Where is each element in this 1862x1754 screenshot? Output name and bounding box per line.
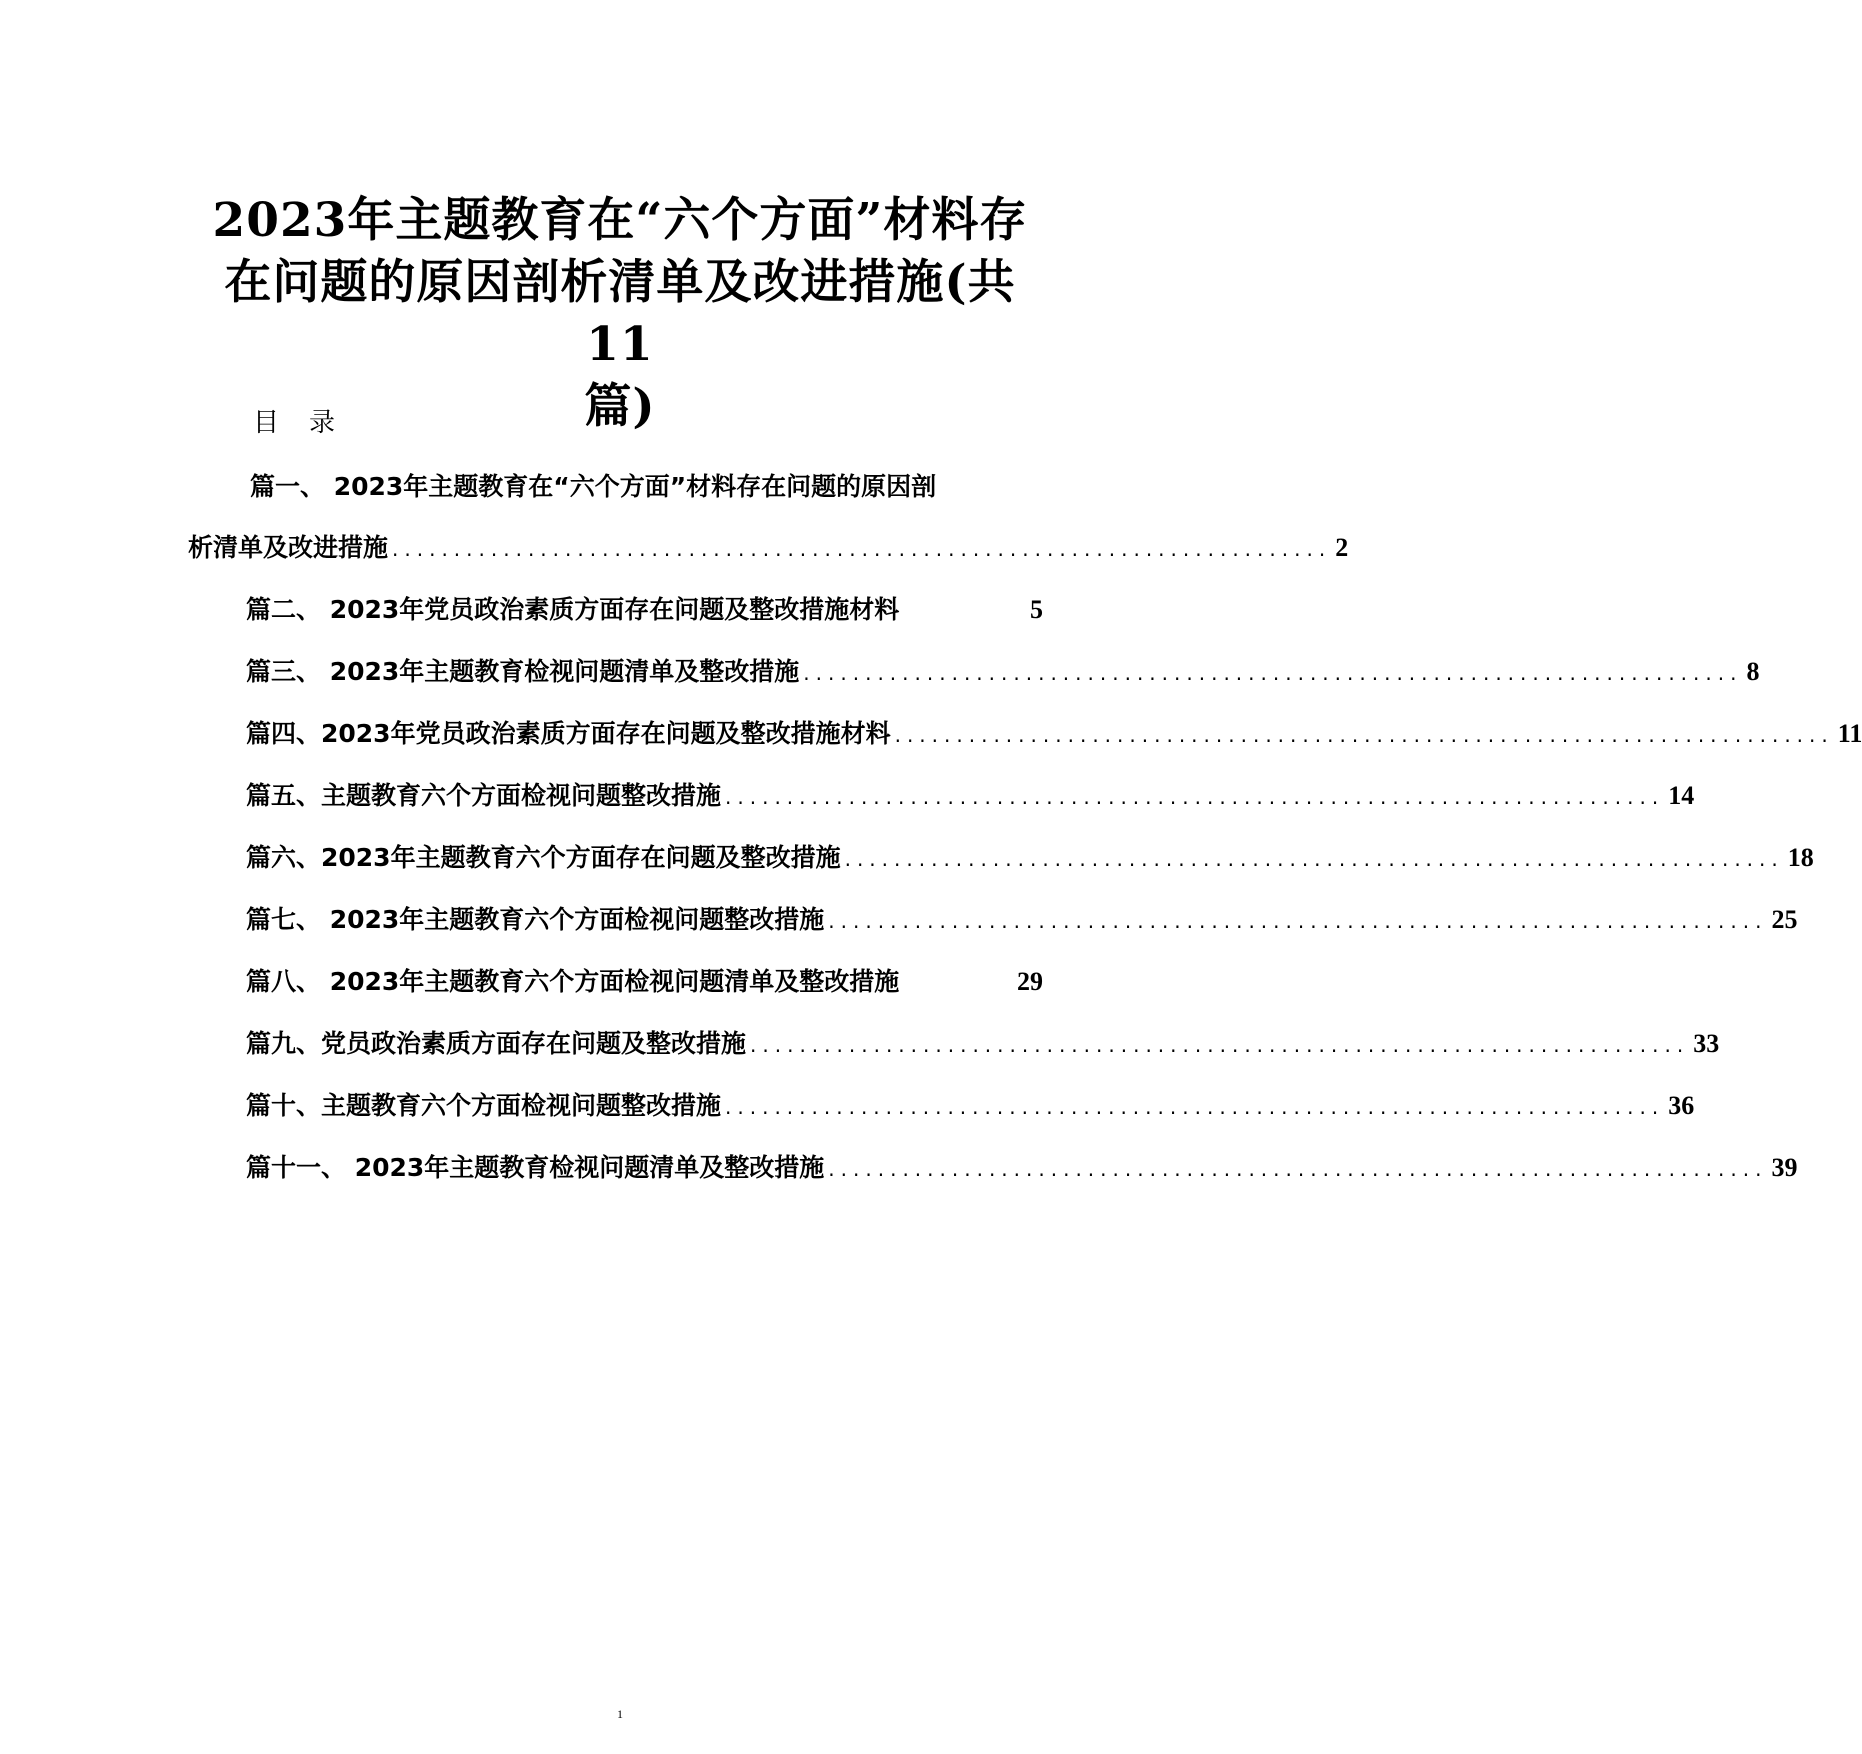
- toc-entry-label: 篇四、2023年党员政治素质方面存在问题及整改措施材料: [246, 719, 891, 748]
- toc-page-number: 29: [1017, 967, 1043, 996]
- toc-leader-dots: ............................................................................: [844, 847, 1784, 871]
- toc-entry-label: 篇七、 2023年主题教育六个方面检视问题整改措施: [246, 905, 825, 934]
- toc-page-number: 14: [1668, 781, 1695, 810]
- toc-entry-3[interactable]: [246, 652, 1760, 688]
- title-line-1: 2023年主题教育在“六个方面”材料存: [212, 193, 1028, 248]
- toc-entry-label: 篇六、2023年主题教育六个方面存在问题及整改措施: [246, 843, 841, 872]
- toc-heading: 目录: [253, 408, 366, 438]
- toc-entry-label: 篇三、 2023年主题教育检视问题清单及整改措施: [246, 657, 800, 686]
- toc-entry-label: 析清单及改进措施: [188, 533, 389, 562]
- toc-entry-4[interactable]: [246, 714, 1862, 750]
- toc-page-number: 39: [1771, 1153, 1798, 1182]
- toc-page-number: 33: [1693, 1029, 1720, 1058]
- toc-page-number: 36: [1668, 1091, 1695, 1120]
- toc-leader-dots: ............................................................................: [750, 1033, 1690, 1057]
- toc-entry-11[interactable]: [246, 1148, 1798, 1184]
- toc-entry-1[interactable]: [188, 528, 1349, 564]
- toc-entry-9[interactable]: [246, 1024, 1720, 1060]
- toc-page-number: 8: [1746, 657, 1760, 686]
- toc-entry-1-line1[interactable]: 篇一、 2023年主题教育在“六个方面”材料存在问题的原因剖: [250, 472, 937, 501]
- toc-entry-label: 篇八、 2023年主题教育六个方面检视问题清单及整改措施: [246, 967, 900, 996]
- page-number-footer: 1: [617, 1707, 623, 1721]
- toc-entry-8[interactable]: [246, 962, 1043, 998]
- toc-leader-dots: ............................................................................: [828, 1157, 1768, 1181]
- title-line-2: 在问题的原因剖析清单及改进措施(共11: [224, 255, 1016, 372]
- toc-page-number: 18: [1787, 843, 1814, 872]
- toc-entry-label: 篇十、主题教育六个方面检视问题整改措施: [246, 1091, 722, 1120]
- toc-entry-label: 篇二、 2023年党员政治素质方面存在问题及整改措施材料: [246, 595, 900, 624]
- title-line-3: 篇): [584, 379, 656, 434]
- toc-entry-7[interactable]: [246, 900, 1798, 936]
- toc-leader-dots: ............................................................................: [803, 661, 1743, 685]
- toc-entry-6[interactable]: [246, 838, 1814, 874]
- toc-leader-dots: ............................................................................: [828, 909, 1768, 933]
- toc-entry-label: 篇九、党员政治素质方面存在问题及整改措施: [246, 1029, 747, 1058]
- toc-leader-dots: ............................................................................: [725, 1095, 1665, 1119]
- toc-entry-label: 篇五、主题教育六个方面检视问题整改措施: [246, 781, 722, 810]
- toc-leader-dots: ............................................................................: [894, 723, 1834, 747]
- toc-entry-2[interactable]: [246, 590, 1043, 626]
- toc-leader-dots: ............................................................................: [392, 537, 1332, 561]
- toc-entry-5[interactable]: [246, 776, 1695, 812]
- toc-leader-dots: ............................................................................: [725, 785, 1665, 809]
- toc-page-number: 25: [1771, 905, 1798, 934]
- toc-page-number: 11: [1837, 719, 1862, 748]
- toc-page-number: 5: [1030, 595, 1043, 624]
- toc-entry-10[interactable]: [246, 1086, 1695, 1122]
- toc-entry-label: 篇十一、 2023年主题教育检视问题清单及整改措施: [246, 1153, 825, 1182]
- document-title: [200, 190, 1040, 438]
- toc-page-number: 2: [1335, 533, 1349, 562]
